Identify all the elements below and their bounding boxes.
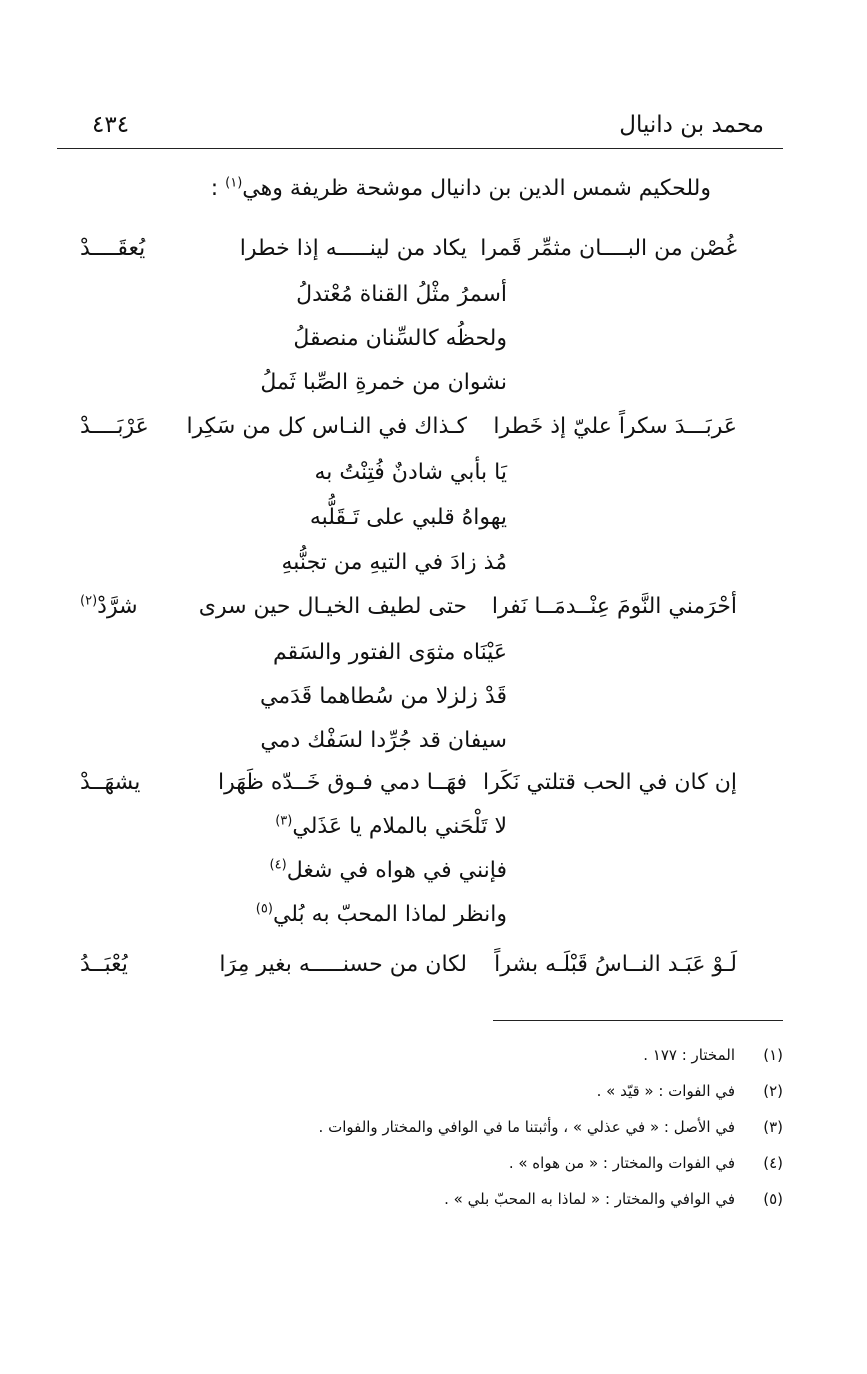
stanza-3-refrain	[80, 594, 138, 619]
stanza-3-verse-2: قَدْ زلزلا من سُطاهما قَدَمي	[260, 684, 507, 709]
stanza-1-verse-3: نشوان من خمرةِ الصِّبا ثَملُ	[260, 370, 507, 395]
stanza-2-second-hemistich: كـذاك في النـاس كل من سَكِرا	[186, 414, 467, 439]
stanza-4-verse-1	[275, 814, 507, 839]
footnote-text: في الفوات : « قيّد » .	[596, 1082, 735, 1100]
footnote-reference: (١)	[225, 175, 243, 191]
stanza-5-second-hemistich: لكان من حسنـــــه بغير مِرَا	[219, 952, 467, 977]
running-header-title: محمد بن دانيال	[619, 112, 764, 138]
intro-colon: :	[210, 176, 219, 201]
footnote-reference: (٤)	[269, 857, 287, 873]
intro-line	[211, 176, 711, 201]
intro-text: وللحكيم شمس الدين بن دانيال موشحة ظريفة وهي	[242, 176, 711, 201]
stanza-2-verse-2: يهواهُ قلبي على تَـقَلُّبه	[309, 505, 507, 530]
stanza-4-first-hemistich: إن كان في الحب قتلتي نَكَرا	[483, 770, 737, 795]
stanza-5-refrain-word: يُعْبَــدُ	[80, 952, 128, 977]
footnote-text: في الأصل : « في عذلي » ، وأثبتنا ما في الوافي والمختار والفوات .	[318, 1118, 735, 1136]
stanza-4-verse-1-text: لا تَلْحَني بالملام يا عَذَلي	[292, 814, 507, 839]
stanza-1-second-hemistich: يكاد من لينـــــه إذا خطرا	[239, 236, 467, 261]
stanza-1-refrain-word: يُعقَــــدْ	[80, 236, 146, 261]
footnote-number: (٤)	[763, 1154, 783, 1172]
page-number: ٤٣٤	[92, 112, 130, 138]
stanza-1-verse-1: أسمرُ مثْلُ القناة مُعْتدلُ	[296, 282, 507, 307]
stanza-3-refrain-word: شرَّدْ	[97, 594, 138, 619]
stanza-4-refrain-word: يشهَــدْ	[80, 770, 141, 795]
stanza-4-verse-2	[270, 858, 507, 883]
footnote-number: (٥)	[763, 1190, 783, 1208]
footnote-divider	[493, 1020, 783, 1021]
stanza-2-verse-3: مُذ زادَ في التيهِ من تجنُّبهِ	[281, 550, 507, 575]
footnote-number: (٣)	[763, 1118, 783, 1136]
stanza-1-verse-2: ولحظُه كالسِّنان منصقلُ	[293, 326, 507, 351]
footnote-number: (١)	[763, 1046, 783, 1064]
stanza-4-verse-3	[256, 902, 507, 927]
stanza-3-first-hemistich: أحْرَمني النَّومَ عِنْــدمَــا نَفرا	[491, 594, 737, 619]
footnote-text: المختار : ١٧٧ .	[643, 1046, 735, 1064]
footnote-text: في الوافي والمختار : « لماذا به المحبّ بلي » .	[444, 1190, 735, 1208]
stanza-4-verse-2-text: فإنني في هواه في شغل	[286, 858, 507, 883]
stanza-5-first-hemistich: لَـوْ عَبَـد النــاسُ قَبْلَـه بشراً	[494, 952, 737, 977]
stanza-1-first-hemistich: غُصْن من البــــان مثمِّر قَمرا	[480, 236, 737, 261]
stanza-3-verse-3: سيفان قد جُرِّدا لسَفْك دمي	[260, 728, 507, 753]
footnote-text: في الفوات والمختار : « من هواه » .	[508, 1154, 735, 1172]
stanza-3-verse-1: عَيْنَاه مثوَى الفتور والسَقم	[272, 640, 507, 665]
stanza-4-verse-3-text: وانظر لماذا المحبّ به بُلي	[272, 902, 507, 927]
footnote-number: (٢)	[763, 1082, 783, 1100]
stanza-2-verse-1: يَا بأبي شادنٌ فُتِنْتُ به	[314, 460, 507, 485]
stanza-4-second-hemistich: فهَــا دمي فـوق خَــدّه ظَهَرا	[217, 770, 467, 795]
stanza-2-refrain-word: عَرْبَــــدْ	[80, 414, 149, 439]
header-divider	[57, 148, 783, 149]
stanza-3-second-hemistich: حتى لطيف الخيـال حين سرى	[198, 594, 467, 619]
stanza-2-first-hemistich: عَربَـــدَ سكراً عليّ إذ خَطرا	[493, 414, 737, 439]
footnote-reference: (٢)	[80, 593, 98, 609]
footnote-reference: (٣)	[275, 813, 293, 829]
footnote-reference: (٥)	[255, 901, 273, 917]
